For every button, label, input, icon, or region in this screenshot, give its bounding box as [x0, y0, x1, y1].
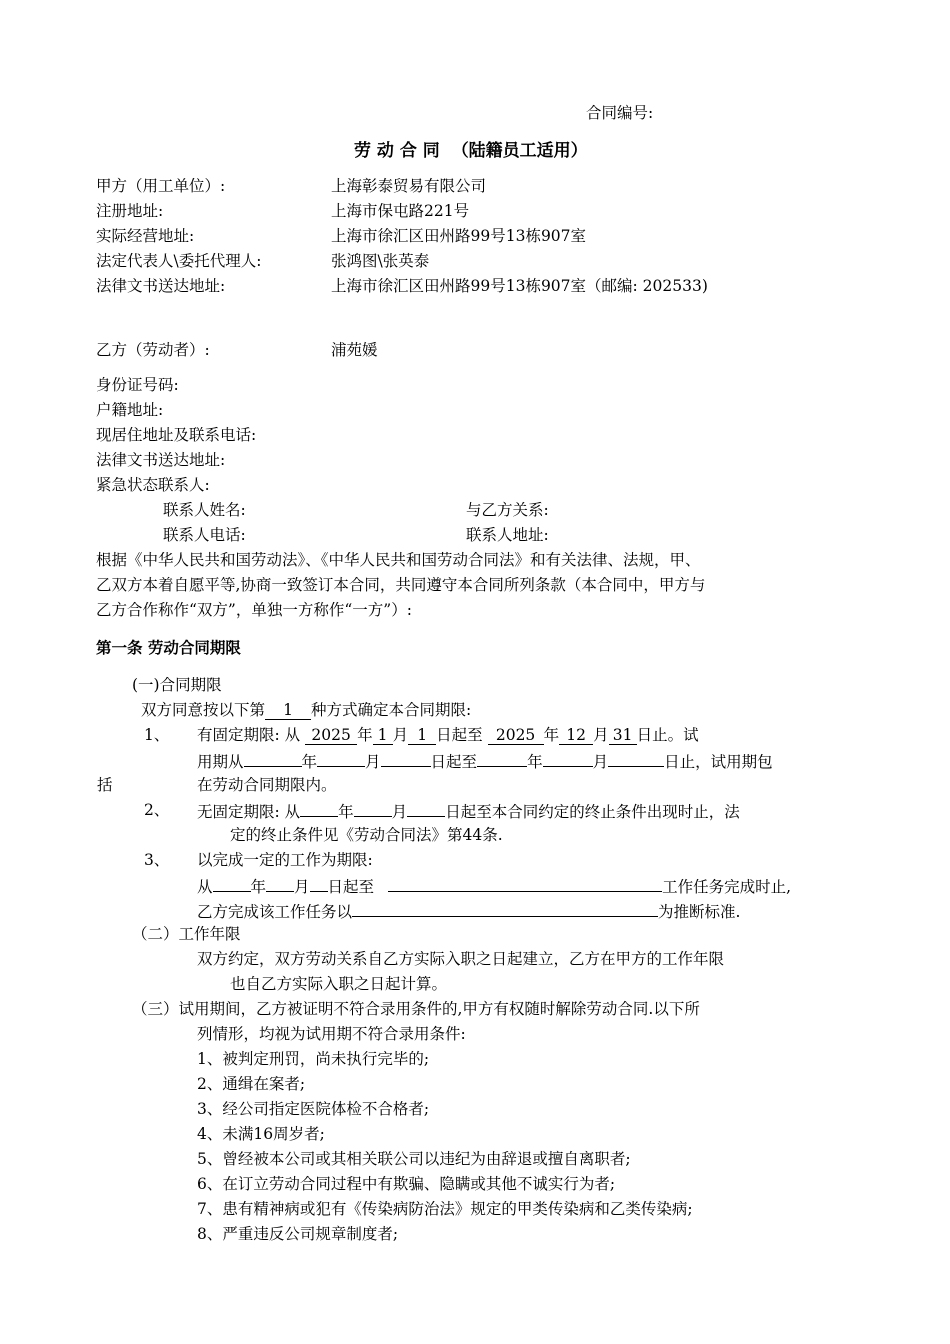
option-2-number: 2、 [144, 801, 170, 819]
contact-phone-label: 联系人电话: [163, 526, 246, 544]
start-year-field[interactable]: 2025 [305, 726, 357, 745]
option-3-line-1: 以完成一定的工作为期限: [197, 851, 373, 869]
probation-start-month-field[interactable] [317, 748, 365, 767]
option-2-label: 无固定期限: 从 [197, 803, 301, 821]
option-1-line-3: 在劳动合同期限内。 [197, 776, 337, 794]
contact-address-label: 联系人地址: [466, 526, 549, 544]
party-a-rep-label: 法定代表人\委托代理人: [96, 252, 262, 270]
option-2-line-1 [197, 798, 740, 825]
title-main: 劳 动 合 同 [354, 141, 440, 161]
probation-end-day-field[interactable] [608, 748, 664, 767]
option-3-number: 3、 [144, 851, 170, 869]
option-1-label: 有固定期限: 从 [197, 726, 301, 744]
option-3-line-3 [197, 898, 740, 925]
list-item: 5、曾经被本公司或其相关联公司以违纪为由辞退或擅自离职者; [197, 1150, 631, 1168]
party-a-op-addr-label: 实际经营地址: [96, 227, 195, 245]
option-1-line-2 [197, 748, 773, 775]
party-a-legal-addr: 上海市徐汇区田州路99号13栋907室（邮编: 202533) [331, 277, 708, 295]
party-a-legal-addr-label: 法律文书送达地址: [96, 277, 226, 295]
month-text-2: 月 [593, 726, 609, 744]
intro-line-3: 乙方合作称作“双方”，单独一方称作“一方”）: [96, 601, 412, 619]
probation-end-year-field[interactable] [477, 748, 527, 767]
task-start-day-field[interactable] [310, 873, 328, 892]
end-month-field[interactable]: 12 [559, 726, 593, 745]
party-a-reg-addr: 上海市保屯路221号 [331, 202, 470, 220]
open-start-month-field[interactable] [354, 798, 392, 817]
probation-start-day-field[interactable] [381, 748, 431, 767]
article-1-heading: 第一条 劳动合同期限 [96, 639, 241, 657]
party-b-label: 乙方（劳动者）: [96, 341, 210, 359]
party-a-op-addr: 上海市徐汇区田州路99号13栋907室 [331, 227, 587, 245]
task-description-field[interactable] [388, 873, 662, 892]
option-2-line-2: 定的终止条件见《劳动合同法》第44条. [230, 826, 503, 844]
open-start-day-field[interactable] [407, 798, 445, 817]
task-start-month-field[interactable] [266, 873, 294, 892]
party-a-name: 上海彰泰贸易有限公司 [331, 177, 487, 195]
month-text-4: 月 [592, 753, 609, 771]
end-year-field[interactable]: 2025 [488, 726, 544, 745]
section-2-title: （二）工作年限 [132, 925, 241, 943]
section-1-title: (一)合同期限 [132, 676, 222, 694]
task-standard-text: 为推断标准. [658, 903, 741, 921]
task-standard-field[interactable] [352, 898, 658, 917]
intro-text-a: 双方同意按以下第 [141, 701, 266, 719]
party-b-name: 浦苑媛 [331, 341, 378, 359]
section-1-intro [141, 698, 471, 723]
task-from-text: 从 [197, 878, 213, 896]
list-item: 3、经公司指定医院体检不合格者; [197, 1100, 430, 1118]
day-until-text: 日止。试 [636, 726, 699, 744]
probation-from-text: 用期从 [197, 753, 244, 771]
task-end-text: 工作任务完成时止, [662, 878, 791, 896]
month-text-6: 月 [294, 878, 310, 896]
year-text-6: 年 [250, 878, 267, 896]
end-day-field[interactable]: 31 [609, 726, 637, 745]
day-from-text-3: 日起至 [327, 878, 375, 896]
day-from-text: 日起至 [436, 726, 483, 744]
list-item: 1、被判定刑罚，尚未执行完毕的; [197, 1050, 430, 1068]
intro-line-1: 根据《中华人民共和国劳动法》、《中华人民共和国劳动合同法》和有关法律、法规，甲、 [96, 551, 701, 569]
probation-end-text: 日止，试用期包 [664, 753, 773, 771]
month-text-3: 月 [365, 753, 381, 771]
list-item: 2、通缉在案者; [197, 1075, 306, 1093]
list-item: 4、未满16周岁者; [197, 1125, 325, 1143]
option-1-wrap-char: 括 [97, 776, 113, 794]
month-text-5: 月 [391, 803, 408, 821]
section-2-line-1: 双方约定，双方劳动关系自乙方实际入职之日起建立，乙方在甲方的工作年限 [197, 950, 725, 968]
option-1-line-1 [197, 723, 699, 748]
party-b-hukou-label: 户籍地址: [96, 401, 164, 419]
option-1-number: 1、 [144, 726, 170, 744]
option-2-text: 日起至本合同约定的终止条件出现时止，法 [445, 803, 740, 821]
party-a-rep: 张鸿图\张英泰 [331, 252, 430, 270]
open-start-year-field[interactable] [300, 798, 338, 817]
contact-name-label: 联系人姓名: [163, 501, 246, 519]
section-2-line-2: 也自乙方实际入职之日起计算。 [230, 975, 448, 993]
task-start-year-field[interactable] [213, 873, 251, 892]
month-text: 月 [392, 726, 409, 744]
contract-number-label: 合同编号: [586, 104, 654, 122]
party-b-id-label: 身份证号码: [96, 376, 179, 394]
party-a-label: 甲方（用工单位）: [96, 177, 226, 195]
party-b-legal-addr-label: 法律文书送达地址: [96, 451, 226, 469]
start-month-field[interactable]: 1 [373, 726, 393, 745]
list-item: 7、患有精神病或犯有《传染病防治法》规定的甲类传染病和乙类传染病; [197, 1200, 693, 1218]
method-choice-field[interactable]: 1 [265, 701, 311, 720]
probation-end-month-field[interactable] [543, 748, 593, 767]
probation-start-year-field[interactable] [244, 748, 302, 767]
year-text-4: 年 [527, 753, 543, 771]
intro-line-2: 乙双方本着自愿平等,协商一致签订本合同，共同遵守本合同所列条款（本合同中，甲方与 [96, 576, 706, 594]
section-3-line-1: （三）试用期间，乙方被证明不符合录用条件的,甲方有权随时解除劳动合同.以下所 [132, 1000, 700, 1018]
start-day-field[interactable]: 1 [408, 726, 436, 745]
document-title [354, 139, 588, 164]
party-b-residence-label: 现居住地址及联系电话: [96, 426, 257, 444]
party-b-emergency-label: 紧急状态联系人: [96, 476, 210, 494]
day-from-text-2: 日起至 [430, 753, 478, 771]
year-text-3: 年 [301, 753, 318, 771]
intro-text-b: 种方式确定本合同期限: [311, 701, 472, 719]
list-item: 8、严重违反公司规章制度者; [197, 1225, 399, 1243]
list-item: 6、在订立劳动合同过程中有欺骗、隐瞒或其他不诚实行为者; [197, 1175, 616, 1193]
year-text-5: 年 [338, 803, 354, 821]
task-complete-text: 乙方完成该工作任务以 [197, 903, 353, 921]
year-text: 年 [357, 726, 373, 744]
year-text-2: 年 [543, 726, 560, 744]
option-3-line-2 [197, 873, 791, 900]
title-sub: （陆籍员工适用） [451, 141, 588, 161]
section-3-line-2: 列情形，均视为试用期不符合录用条件: [197, 1025, 466, 1043]
contact-relation-label: 与乙方关系: [466, 501, 549, 519]
party-a-reg-addr-label: 注册地址: [96, 202, 164, 220]
